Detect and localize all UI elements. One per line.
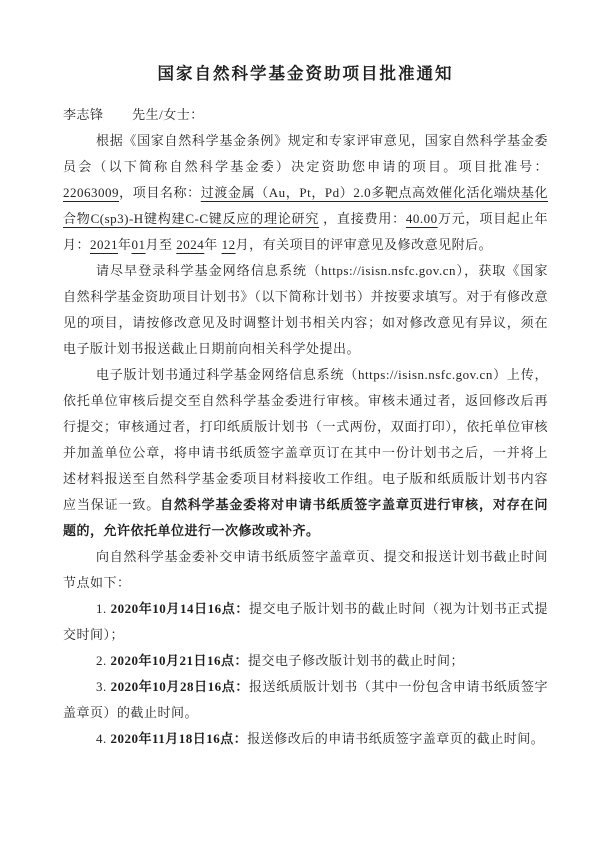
text-run: ，项目名称： [119,185,201,200]
deadline-item-2 [63,648,548,674]
paragraph-approval [63,128,548,258]
text-run: 01 [131,237,146,252]
text-run: 报送修改后的申请书纸质签字盖章页的截止时间。 [247,731,545,746]
text-run: 报送纸质版计划书（其中一份包含申请书纸质签字盖章页）的截止时间。 [63,679,548,720]
text-run: 2020年11月18日16点： [110,731,248,746]
text-run: 年 [118,237,132,252]
deadline-item-1 [63,596,548,648]
text-run: 2021 [90,237,119,252]
text-run: 自然科学基金委将对申请书纸质签字盖章页进行审核，对存在问题的，允许依托单位进行一次修改或补齐。 [63,497,548,538]
text-run: 12 [221,237,236,252]
text-run: 万元，项目起止年月： [63,211,548,252]
paragraph-deadlines-intro [63,544,548,596]
deadline-item-4 [63,726,548,752]
text-run: ，直接费用： [319,211,406,226]
text-run: 2020年10月28日16点： [110,679,249,694]
text-run: 月至 [145,237,177,252]
paragraph-submission-process [63,362,548,544]
text-run: 2. [96,653,111,668]
text-run: 1. [96,601,111,616]
text-run: 根据《国家自然科学基金条例》规定和专家评审意见，国家自然科学基金委员会（以下简称自然科学基金委）决定资助您申请的项目。项目批准号： [63,133,548,174]
text-run: 电子版计划书通过科学基金网络信息系统（https://isisn.nsfc.gov.cn）上传，依托单位审核后提交至自然科学基金委进行审核。审核未通过者，返回修改后再行提交；审核通过者，打印纸质版计划书（一式两份，双面打印），依托单位审核并加盖单位公章，将申请书纸质签字盖章页订在其中一份计划书之后，一并将上述材料报送至自然科学基金委项目材料接收工作组。电子版和纸质版计划书内容应当保证一致。 [63,367,548,512]
salutation: 先生/女士： [132,107,204,122]
text-run: 提交电子版计划书的截止时间（视为计划书正式提交时间）； [63,601,548,642]
text-run: 月，有关项目的评审意见及修改意见附后。 [235,237,493,252]
text-run: 4. [96,731,111,746]
paragraph-login-instructions [63,258,548,362]
text-run: 22063009 [63,185,119,200]
text-run: 40.00 [405,211,438,226]
text-run: 3. [96,679,111,694]
document-title: 国家自然科学基金资助项目批准通知 [157,64,454,83]
text-run: 年 [204,237,222,252]
greeting-line [63,102,548,128]
recipient-name: 李志锋 [63,107,104,122]
text-run: 向自然科学基金委补交申请书纸质签字盖章页、提交和报送计划书截止时间节点如下： [63,549,548,590]
text-run: 2020年10月14日16点： [110,601,249,616]
text-run: 2024 [176,237,205,252]
text-run: 请尽早登录科学基金网络信息系统（https://isisn.nsfc.gov.cn），获取《国家自然科学基金资助项目计划书》（以下简称计划书）并按要求填写。对于有修改意见的项目，请按修改意见及时调整计划书相关内容；如对修改意见有异议，须在电子版计划书报送截止日期前向相关科学处提出。 [63,263,548,356]
text-run: 2020年10月21日16点： [110,653,249,668]
deadline-item-3 [63,674,548,726]
text-run: 过渡金属（Au，Pt，Pd）2.0多靶点高效催化活化端炔基化合物C(sp3)-H键构建C-C键反应的理论研究 [63,185,548,226]
text-run: 提交电子修改版计划书的截止时间； [248,653,465,668]
